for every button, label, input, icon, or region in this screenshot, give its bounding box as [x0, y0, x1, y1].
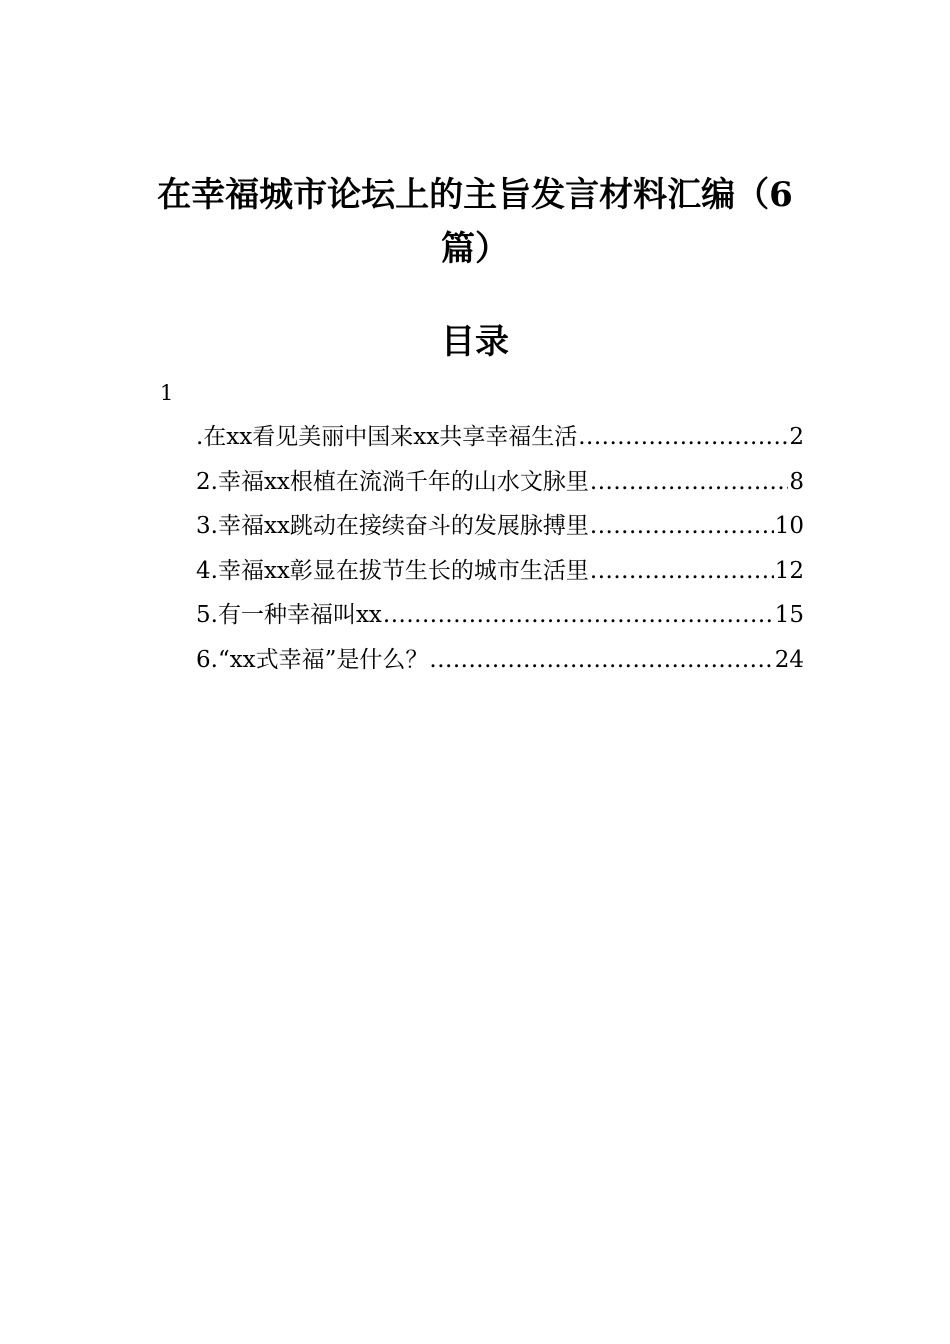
toc-entry-2[interactable] — [196, 464, 804, 509]
toc-entry-1[interactable] — [196, 419, 804, 464]
document-title: 在幸福城市论坛上的主旨发言材料汇编（6篇） — [157, 175, 793, 269]
toc-entry-label: 4.幸福xx彰显在拔节生长的城市生活里 — [196, 557, 589, 584]
toc-leader-dots — [590, 464, 788, 500]
toc-entry-page: 2 — [789, 424, 804, 450]
toc-entry-page: 15 — [774, 602, 804, 629]
toc-entry-label: 3.幸福xx跳动在接续奋斗的发展脉搏里 — [196, 513, 589, 540]
toc-leader-dots — [578, 419, 788, 455]
toc-entry-label: 5.有一种幸福叫xx — [196, 602, 382, 629]
toc-entry-page: 8 — [789, 468, 804, 495]
toc-entry-page: 12 — [774, 557, 804, 584]
toc-entry-label: .在xx看见美丽中国来xx共享幸福生活 — [196, 424, 578, 450]
toc-entry-6[interactable] — [196, 642, 804, 687]
toc-leader-dots — [590, 553, 774, 589]
toc-leader-dots — [429, 642, 773, 678]
toc-entry-5[interactable] — [196, 597, 804, 642]
toc-entry-4[interactable] — [196, 553, 804, 598]
toc-entry-label: 2.幸福xx根植在流淌千年的山水文脉里 — [196, 468, 589, 495]
stray-page-number: 1 — [160, 381, 174, 405]
toc-entry-label: 6.“xx式幸福”是什么？ — [196, 646, 429, 673]
toc-entry-page: 10 — [774, 513, 804, 540]
table-of-contents — [196, 419, 804, 687]
toc-entry-page: 24 — [774, 646, 804, 673]
toc-leader-dots — [590, 508, 774, 544]
toc-heading: 目录 — [441, 322, 509, 362]
toc-leader-dots — [383, 597, 774, 633]
toc-entry-3[interactable] — [196, 508, 804, 553]
